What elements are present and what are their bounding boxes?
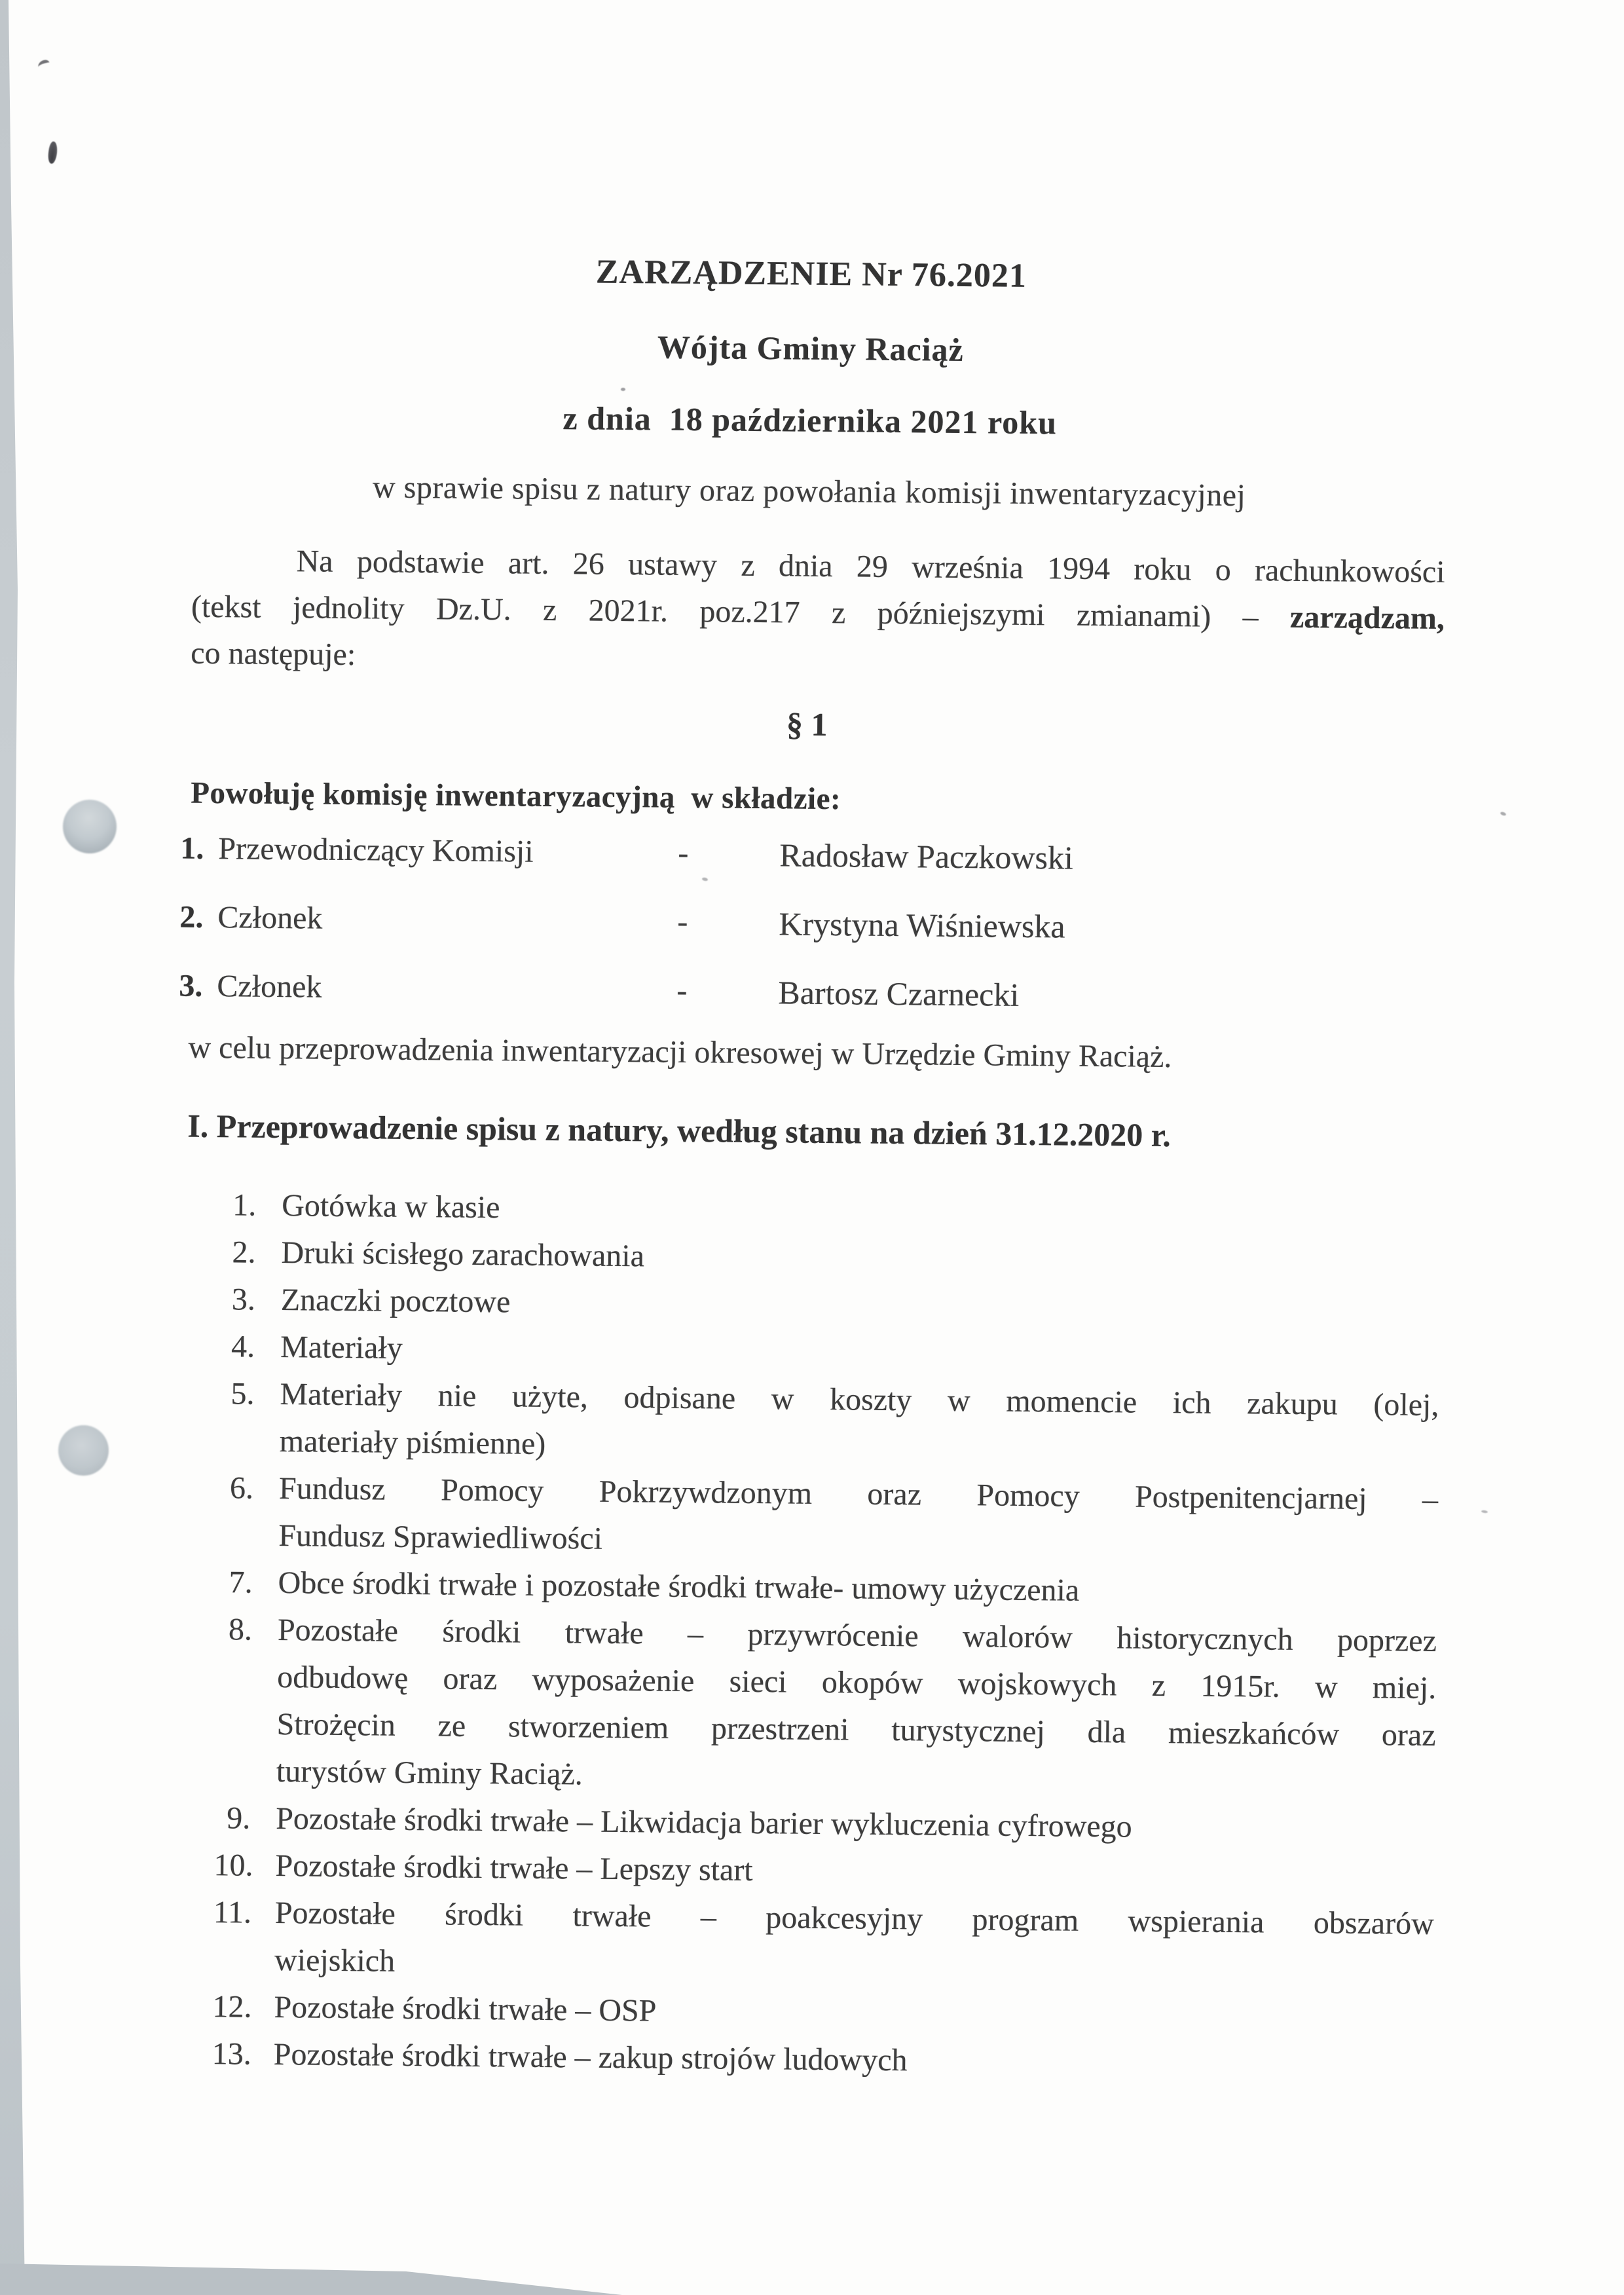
list-item-line: 11. Pozostałe środki trwałe – poakcesyjny program wspierania obszarów: [275, 1890, 1435, 1948]
committee-list: [179, 830, 1451, 1049]
list-item-line: Pozostałe środki trwałe – Likwidacja barier wykluczenia cyfrowego: [275, 1801, 1132, 1844]
committee-role: 2. Członek: [179, 899, 323, 936]
list-item-number: 2.: [232, 1235, 256, 1270]
committee-dash: -: [676, 973, 688, 1008]
committee-role: 3. Członek: [179, 968, 322, 1005]
list-item-number: 7.: [229, 1565, 253, 1600]
list-item-number: 10.: [213, 1848, 253, 1883]
list-item-number: 9.: [226, 1801, 251, 1836]
document-title: ZARZĄDZENIE Nr 76.2021: [595, 253, 1027, 295]
legal-basis-paragraph: [191, 537, 1445, 688]
list-item-number: 11.: [213, 1895, 252, 1930]
list-item: [230, 1370, 1439, 1476]
committee-purpose: w celu przeprowadzenia inwentaryzacji okresowej w Urzędzie Gminy Raciąż.: [188, 1030, 1172, 1075]
inventory-list: [212, 1182, 1441, 2089]
list-item-number: 8.: [228, 1612, 253, 1647]
list-item: [229, 1465, 1438, 1571]
list-item-line: Znaczki pocztowe: [280, 1282, 511, 1320]
committee-role: 1. Przewodniczący Komisji: [180, 830, 534, 869]
list-item-line: Obce środki trwałe i pozostałe środki trwałe- umowy użyczenia: [278, 1565, 1080, 1608]
list-item-number: 13.: [212, 2036, 252, 2072]
list-item-line: Materiały: [280, 1330, 403, 1366]
list-item: [213, 1889, 1435, 1995]
list-item-line: wiejskich: [274, 1942, 396, 1979]
list-item: [227, 1606, 1437, 1806]
committee-member-name: Radosław Paczkowski: [779, 836, 1074, 876]
list-item-line: Gotówka w kasie: [281, 1188, 500, 1225]
list-item-line: 10. Pozostałe środki trwałe – Lepszy start: [275, 1842, 1435, 1901]
committee-row: [180, 830, 1451, 912]
list-item-line: 13. Pozostałe środki trwałe – zakup strojów ludowych: [273, 2031, 1433, 2089]
list-item-number: 4.: [231, 1329, 255, 1364]
document-issuer: Wójta Gminy Raciąż: [657, 328, 965, 368]
list-item-number: 3.: [231, 1282, 256, 1317]
list-item-number: 1.: [232, 1187, 257, 1223]
legal-basis-line3: co następuje:: [191, 635, 356, 673]
legal-basis-line2: (tekst jednolity Dz.U. z 2021r. poz.217 z późniejszymi zmianami) – zarządzam,: [191, 589, 1445, 637]
part-1-heading: I. Przeprowadzenie spisu z natury, według stanu na dzień 31.12.2020 r.: [187, 1107, 1172, 1154]
list-item-line: odbudowę oraz wyposażenie sieci okopów wojskowych z 1915r. w miej.: [277, 1660, 1437, 1706]
document-date: z dnia 18 października 2021 roku: [563, 400, 1058, 441]
list-item-line: Fundusz Sprawiedliwości: [278, 1518, 603, 1556]
list-item-line: Fundusz Pomocy Pokrzywdzonym oraz Pomocy Postpenitencjarnej –: [278, 1471, 1439, 1518]
list-item-line: turystów Gminy Raciąż.: [276, 1754, 583, 1792]
list-item-line: 12. Pozostałe środki trwałe – OSP: [274, 1984, 1433, 2042]
committee-dash: -: [678, 835, 689, 870]
list-item-line: Strożęcin ze stworzeniem przestrzeni turystycznej dla mieszkańców oraz: [276, 1707, 1436, 1753]
list-item-number: 12.: [212, 1989, 252, 2024]
list-item-line: Pozostałe środki trwałe – przywrócenie walorów historycznych poprzez: [277, 1613, 1437, 1659]
list-item-line: Materiały nie użyte, odpisane w koszty w momencie ich zakupu (olej,: [280, 1377, 1439, 1423]
document-subject: w sprawie spisu z natury oraz powołania komisji inwentaryzacyjnej: [372, 470, 1246, 513]
list-item-line: materiały piśmienne): [279, 1424, 546, 1461]
legal-basis-line1: Na podstawie art. 26 ustawy z dnia 29 września 1994 roku o rachunkowości: [296, 544, 1445, 590]
section-1-heading: § 1: [786, 705, 828, 743]
committee-intro: Powołuję komisję inwentaryzacyjną w składzie:: [191, 775, 841, 817]
list-item-line: Druki ścisłego zarachowania: [281, 1235, 645, 1274]
committee-dash: -: [677, 904, 688, 939]
committee-row: [179, 899, 1450, 980]
committee-member-name: Krystyna Wiśniewska: [779, 905, 1065, 945]
list-item-number: 5.: [231, 1376, 255, 1411]
list-item-number: 6.: [229, 1470, 254, 1506]
committee-member-name: Bartosz Czarnecki: [778, 974, 1020, 1013]
